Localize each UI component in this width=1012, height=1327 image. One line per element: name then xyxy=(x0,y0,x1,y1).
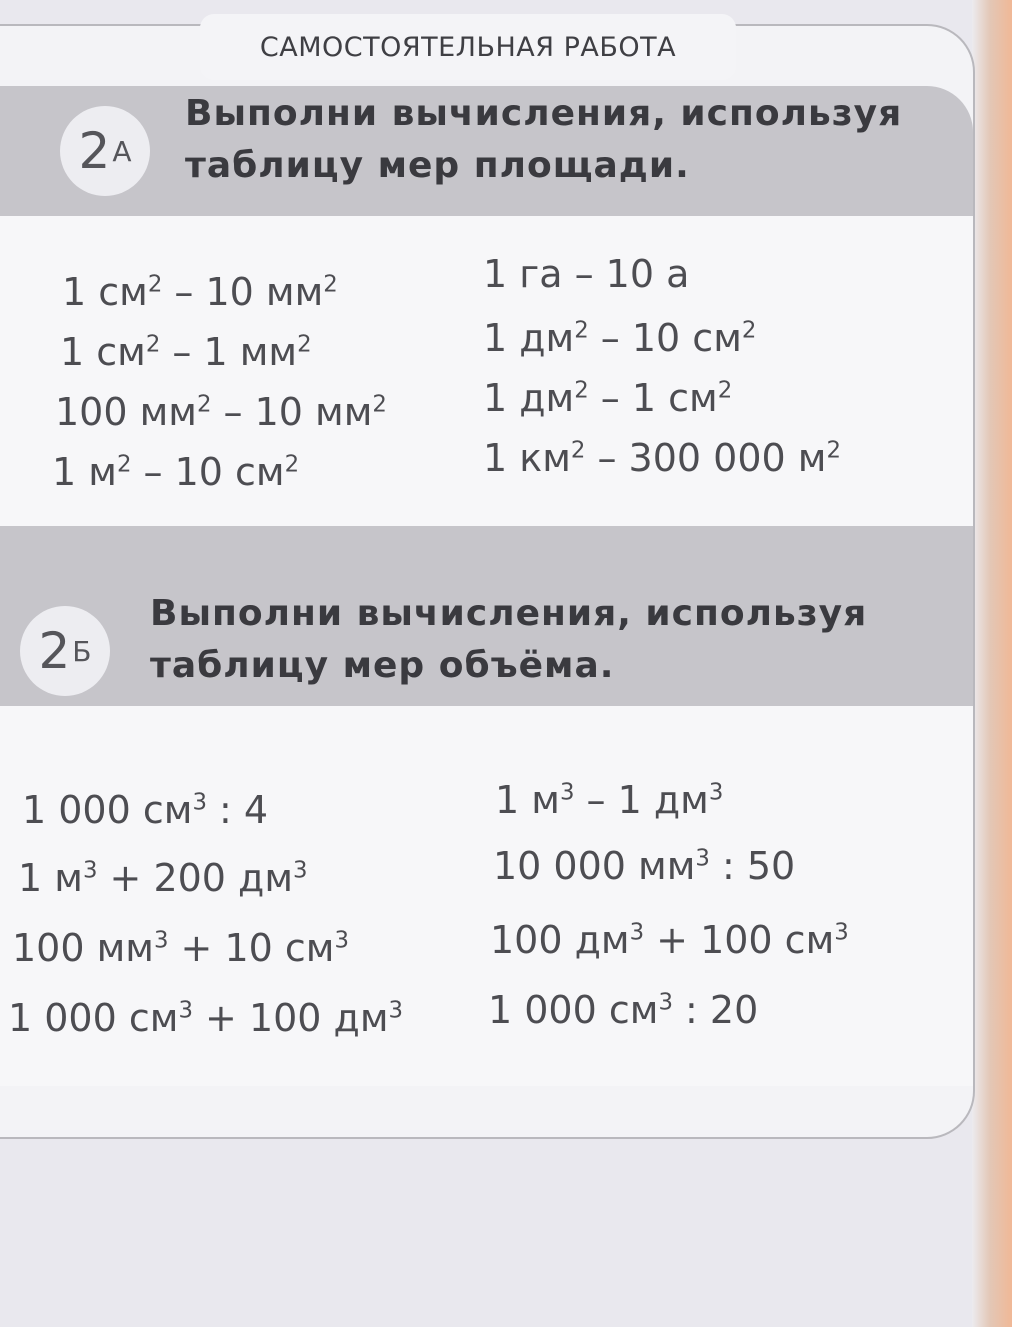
task-2a-expr-l4: 1 $м^2 - 10$ $см^2$ xyxy=(52,450,300,494)
task-2a-expr-r4: 1 $км^2 - 300$ 000 $м^2$ xyxy=(483,436,841,480)
task-2a-line1: Выполни вычисления, используя xyxy=(185,93,903,134)
task-2a-expr-l1: 1 $см^2 - 10$ $мм^2$ xyxy=(62,270,338,314)
task-2b-expr-l1: 1 000 $см^3$ : 4 xyxy=(22,788,269,832)
task-2b-expr-r1: 1 $м^3 - 1$ $дм^3$ xyxy=(495,778,724,822)
task-2a-line2: таблицу мер площади. xyxy=(185,145,690,186)
task-2b-expr-l4: 1 000 $см^3 + 100$ $дм^3$ xyxy=(8,996,404,1040)
task-2b-expr-l2: 1 $м^3 + 200$ $дм^3$ xyxy=(18,856,308,900)
task-2b-letter: Б xyxy=(72,634,92,668)
task-2b-line1: Выполни вычисления, используя xyxy=(150,593,868,634)
section-title-tab xyxy=(200,14,736,80)
worksheet-card xyxy=(0,24,975,1139)
task-2a-expr-r2: 1 $дм^2 - 10$ $см^2$ xyxy=(483,316,757,360)
task-2b-number: 2 xyxy=(38,622,71,680)
task-2a-expr-r3: 1 $дм^2 - 1$ $см^2$ xyxy=(483,376,733,420)
task-2a-expr-l2: 1 $см^2 - 1$ $мм^2$ xyxy=(60,330,312,374)
task-2a-number: 2 xyxy=(78,122,111,180)
task-2b-expr-r3: 100 $дм^3 + 100$ $см^3$ xyxy=(490,918,849,962)
task-2a-expr-l3: 100 $мм^2 - 10$ $мм^2$ xyxy=(55,390,387,434)
task-2a-letter: А xyxy=(112,134,132,168)
section-title: САМОСТОЯТЕЛЬНАЯ РАБОТА xyxy=(259,31,677,63)
task-2b-instruction xyxy=(150,588,867,692)
task-2a-instruction xyxy=(185,88,902,192)
task-2a-badge xyxy=(60,106,150,196)
task-2a-expr-r1: 1 га – 10 а xyxy=(483,252,690,296)
task-2b-expr-l3: 100 $мм^3 + 10$ $см^3$ xyxy=(12,926,349,970)
task-2b-expr-r4: 1 000 $см^3$ : 20 xyxy=(488,988,759,1032)
task-2b-badge xyxy=(20,606,110,696)
task-2b-expr-r2: 10 000 $мм^3$ : 50 xyxy=(493,844,796,888)
photo-background-edge xyxy=(972,0,1012,1327)
task-2b-line2: таблицу мер объёма. xyxy=(150,645,615,686)
